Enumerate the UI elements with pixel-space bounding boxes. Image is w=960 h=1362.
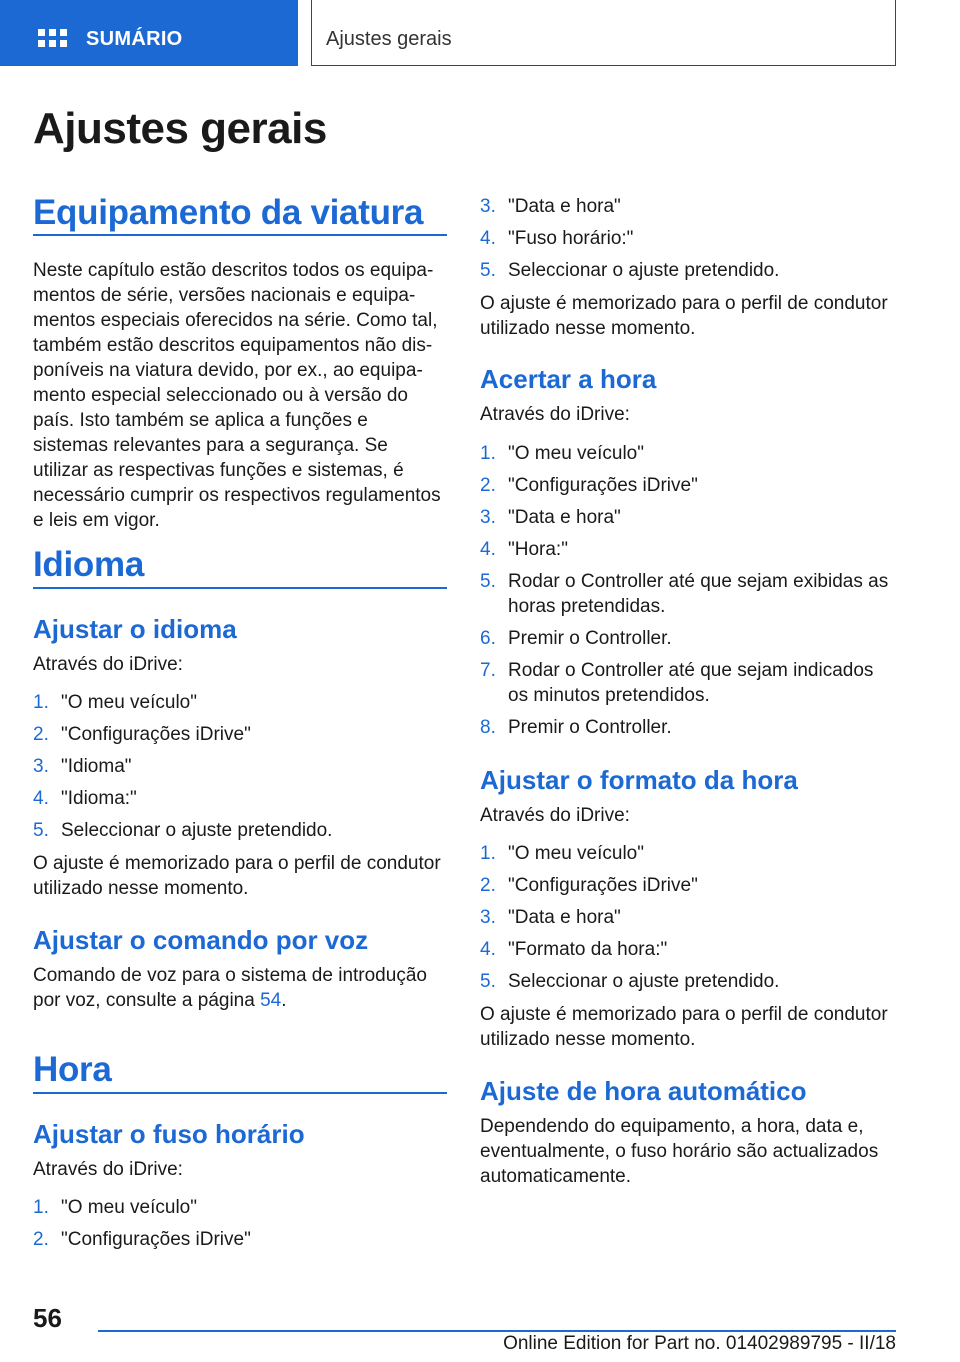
step-number: 5.	[480, 260, 496, 281]
step-number: 5.	[480, 571, 496, 592]
footer-edition: Online Edition for Part no. 01402989795 - II/18	[503, 1333, 896, 1354]
step-text: "Configurações iDrive"	[61, 724, 251, 745]
ajustar-idioma-note: O ajuste é memorizado para o perfil de condutor utilizado nesse momento.	[33, 853, 441, 899]
breadcrumb	[311, 0, 896, 66]
step-number: 1.	[33, 692, 49, 713]
step-number: 1.	[480, 443, 496, 464]
step-text: "Configurações iDrive"	[61, 1229, 251, 1250]
step-text: "Data e hora"	[508, 507, 621, 528]
subheading-fuso-horario: Ajustar o fuso horário	[33, 1119, 305, 1149]
step-number: 2.	[480, 475, 496, 496]
breadcrumb-label: Ajustes gerais	[326, 28, 452, 50]
step-text: "Data e hora"	[508, 907, 621, 928]
section-rule	[33, 587, 447, 589]
formato-note: O ajuste é memorizado para o perfil de condutor utilizado nesse momento.	[480, 1004, 888, 1050]
automatico-text: Dependendo do equipamento, a hora, data e, eventualmente, o fuso horário são actualizados automaticamente.	[480, 1116, 879, 1187]
section-rule	[33, 1092, 447, 1094]
section-rule	[33, 234, 447, 236]
step-text: "Configurações iDrive"	[508, 875, 698, 896]
subheading-hora-automatico: Ajuste de hora automático	[480, 1076, 807, 1106]
page-number: 56	[33, 1303, 62, 1333]
step-text: "Formato da hora:"	[508, 939, 668, 960]
step-number: 1.	[480, 843, 496, 864]
section-heading-equipamento: Equipamento da viatura	[33, 193, 424, 232]
step-number: 3.	[33, 756, 49, 777]
subheading-formato-hora: Ajustar o formato da hora	[480, 765, 798, 795]
step-number: 1.	[33, 1197, 49, 1218]
step-text: "Data e hora"	[508, 196, 621, 217]
step-text: "O meu veículo"	[61, 692, 197, 713]
step-number: 8.	[480, 717, 496, 738]
step-text: "O meu veículo"	[508, 843, 644, 864]
subheading-acertar-hora: Acertar a hora	[480, 364, 657, 394]
step-number: 5.	[33, 820, 49, 841]
subheading-comando-voz: Ajustar o comando por voz	[33, 925, 369, 955]
step-text: "Idioma"	[61, 756, 132, 777]
step-number: 5.	[480, 971, 496, 992]
equipamento-paragraph: Neste capítulo estão descritos todos os equipamentos de série, versões nacionais e equipamentos especiais oferecidos na série. Como tal, também estão descritos equipamentos não disponíveis na viatura devido, por ex., ao equipamento especial seleccionado ou à versão do país. Isto também se aplica a funções e sistemas relevantes para a segurança. Se utilizar as respectivas funções e sistemas, é necessário cumprir os respectivos regulamentos e leis em vigor.	[33, 260, 441, 531]
step-number: 2.	[33, 724, 49, 745]
step-text: Premir o Controller.	[508, 628, 672, 649]
period: .	[281, 990, 287, 1011]
step-text: Seleccionar o ajuste pretendido.	[508, 971, 780, 992]
summary-button[interactable]	[0, 0, 298, 66]
step-text: "O meu veículo"	[61, 1197, 197, 1218]
comando-voz-body: Comando de voz para o sistema de introdução por voz, consulte a página	[33, 965, 427, 1011]
step-number: 4.	[480, 539, 496, 560]
step-text: Rodar o Controller até que sejam indicados os minutos pretendidos.	[508, 660, 874, 706]
summary-label: SUMÁRIO	[86, 28, 183, 50]
page-link[interactable]: 54	[260, 990, 282, 1011]
step-number: 3.	[480, 196, 496, 217]
section-heading-idioma: Idioma	[33, 545, 144, 584]
grid-menu-icon	[38, 29, 68, 53]
step-text: "O meu veículo"	[508, 443, 644, 464]
subheading-ajustar-idioma: Ajustar o idioma	[33, 614, 237, 644]
step-number: 2.	[480, 875, 496, 896]
step-number: 7.	[480, 660, 496, 681]
comando-voz-text	[33, 963, 447, 1013]
step-text: "Hora:"	[508, 539, 568, 560]
step-text: Premir o Controller.	[508, 717, 672, 738]
top-bar	[0, 0, 960, 66]
step-text: "Idioma:"	[61, 788, 137, 809]
formato-intro: Através do iDrive:	[480, 805, 630, 826]
step-number: 3.	[480, 507, 496, 528]
footer-rule	[98, 1330, 896, 1332]
ajustar-idioma-intro: Através do iDrive:	[33, 654, 183, 675]
step-number: 4.	[33, 788, 49, 809]
fuso-note: O ajuste é memorizado para o perfil de condutor utilizado nesse momento.	[480, 293, 888, 339]
step-number: 6.	[480, 628, 496, 649]
step-text: "Configurações iDrive"	[508, 475, 698, 496]
step-number: 3.	[480, 907, 496, 928]
step-number: 4.	[480, 939, 496, 960]
acertar-intro: Através do iDrive:	[480, 404, 630, 425]
step-text: Rodar o Controller até que sejam exibidas as horas pretendidas.	[508, 571, 889, 617]
section-heading-hora: Hora	[33, 1050, 112, 1089]
page-title: Ajustes gerais	[33, 104, 327, 153]
step-text: Seleccionar o ajuste pretendido.	[508, 260, 780, 281]
step-text: "Fuso horário:"	[508, 228, 634, 249]
fuso-intro: Através do iDrive:	[33, 1159, 183, 1180]
step-text: Seleccionar o ajuste pretendido.	[61, 820, 333, 841]
step-number: 2.	[33, 1229, 49, 1250]
step-number: 4.	[480, 228, 496, 249]
